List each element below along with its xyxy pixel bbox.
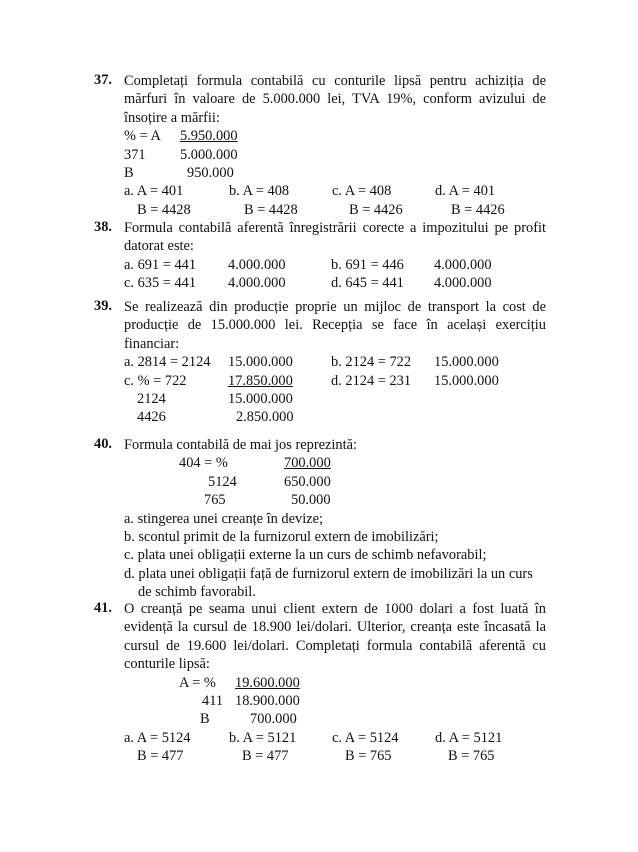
entry-line (124, 473, 546, 491)
entry-account: A = % (179, 674, 216, 691)
question-text: Completați formula contabilă cu conturile lipsă pentru achiziția de mărfuri în valoare de 5.000.000 lei, TVA 19%, conform avizului de însoțire a mărfii: (124, 73, 546, 126)
entry-line (124, 127, 546, 145)
entry-amount: 50.000 (291, 492, 331, 509)
option-d[interactable]: d. 2124 = 231 (331, 372, 412, 389)
question-number: 41. (94, 600, 112, 616)
options-row (124, 353, 546, 371)
option-c-part: B = 4426 (349, 201, 403, 218)
entry-account: B (124, 165, 134, 181)
entry-amount: 650.000 (284, 473, 331, 490)
entry-account: % = A (124, 128, 161, 145)
option-a-amount: 15.000.000 (228, 354, 293, 371)
options-row (124, 182, 546, 200)
question-number: 38. (94, 219, 112, 235)
option-b-amount: 15.000.000 (434, 354, 499, 371)
option-c-line (124, 408, 546, 426)
question-39 (94, 298, 546, 427)
entry-line (124, 674, 546, 692)
entry-amount: 18.900.000 (235, 693, 300, 710)
option-c-amount: 15.000.000 (228, 391, 293, 407)
option-b[interactable]: b. A = 408 (229, 183, 290, 200)
question-41 (94, 600, 546, 766)
entry-amount: 19.600.000 (235, 674, 300, 691)
options-row (124, 729, 546, 747)
option-b[interactable]: b. scontul primit de la furnizorul extern de imobilizări; (124, 528, 439, 545)
option-d-amount: 15.000.000 (434, 372, 499, 389)
question-40 (94, 436, 546, 602)
entry-line (124, 146, 546, 164)
entry-account: B (200, 711, 210, 728)
option-c-amount: 4.000.000 (228, 275, 286, 292)
option-d-amount: 4.000.000 (434, 275, 492, 292)
option-b-part: B = 477 (242, 748, 289, 765)
option-a-part: B = 4428 (137, 201, 191, 218)
option-c[interactable]: c. A = 408 (332, 183, 392, 200)
options-row (124, 274, 546, 292)
option-a-amount: 4.000.000 (228, 256, 286, 273)
option-c-amount: 2.850.000 (236, 409, 294, 426)
question-number: 37. (94, 72, 112, 88)
entry-line (124, 454, 546, 472)
option-d[interactable]: d. A = 5121 (435, 729, 503, 746)
question-number: 39. (94, 298, 112, 314)
options-row (124, 201, 546, 219)
option-c-amount: 17.850.000 (228, 372, 293, 389)
question-text: Formula contabilă aferentă înregistrării corecte a impozitului pe profit datorat este: (124, 220, 546, 255)
question-text: Se realizează din producție proprie un mijloc de transport la cost de producție de 15.000.000 lei. Recepția se face în același exercițiu financiar: (124, 299, 546, 352)
entry-line (124, 491, 546, 509)
entry-amount: 700.000 (250, 711, 297, 728)
option-b-amount: 4.000.000 (434, 256, 492, 273)
option-c[interactable]: c. plata unei obligații externe la un curs de schimb nefavorabil; (124, 547, 487, 564)
entry-line (124, 692, 546, 710)
option-a[interactable]: a. 2814 = 2124 (124, 354, 211, 371)
option-c-account: 2124 (137, 391, 166, 407)
option-d-continuation: de schimb favorabil. (138, 584, 256, 601)
option-a[interactable]: a. A = 5124 (124, 729, 191, 746)
question-37 (94, 72, 546, 219)
option-d[interactable]: d. 645 = 441 (331, 275, 404, 292)
option-d[interactable]: d. A = 401 (435, 183, 496, 200)
option-b[interactable]: b. A = 5121 (229, 729, 297, 746)
entry-amount: 950.000 (187, 165, 234, 181)
option-d-part: B = 4426 (451, 201, 505, 218)
option-b-part: B = 4428 (244, 201, 298, 218)
entry-account: 371 (124, 146, 146, 163)
option-c[interactable]: c. A = 5124 (332, 729, 399, 746)
question-number: 40. (94, 436, 112, 452)
options-row (124, 372, 546, 390)
entry-account: 404 = % (179, 455, 228, 472)
entry-account: 765 (204, 492, 226, 509)
option-d[interactable]: d. plata unei obligații față de furnizorul extern de imobilizări la un curs (124, 565, 533, 582)
option-c[interactable]: c. % = 722 (124, 372, 187, 389)
option-c[interactable]: c. 635 = 441 (124, 275, 197, 292)
entry-amount: 5.950.000 (180, 128, 238, 145)
question-38 (94, 219, 546, 293)
option-a[interactable]: a. A = 401 (124, 183, 184, 200)
option-a[interactable]: a. 691 = 441 (124, 256, 197, 273)
option-b[interactable]: b. 691 = 446 (331, 256, 404, 273)
entry-amount: 700.000 (284, 455, 331, 472)
entry-line (124, 164, 546, 182)
entry-amount: 5.000.000 (180, 146, 238, 163)
options-row (124, 747, 546, 765)
options-row (124, 256, 546, 274)
entry-account: 5124 (208, 473, 237, 490)
question-text: O creanță pe seama unui client extern de 1000 dolari a fost luată în evidență la cursul de 18.900 lei/dolari. Ulterior, creanța este încasată la cursul de 19.600 lei/dolari. Completați formula contabilă aferentă cu conturile lipsă: (124, 601, 546, 673)
question-text: Formula contabilă de mai jos reprezintă: (124, 437, 357, 453)
option-d-part: B = 765 (448, 748, 495, 765)
entry-account: 411 (202, 693, 224, 710)
option-c-line (124, 390, 546, 408)
option-c-part: B = 765 (345, 748, 392, 765)
option-a[interactable]: a. stingerea unei creanțe în devize; (124, 510, 323, 527)
option-b[interactable]: b. 2124 = 722 (331, 354, 412, 371)
option-a-part: B = 477 (137, 748, 184, 765)
entry-line (124, 710, 546, 728)
option-c-account: 4426 (137, 409, 166, 426)
